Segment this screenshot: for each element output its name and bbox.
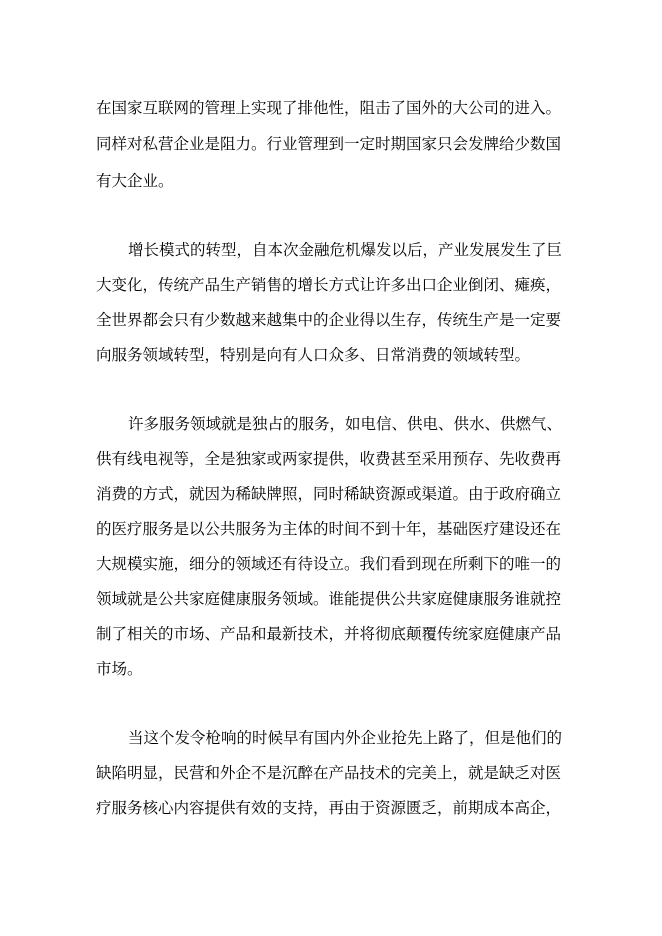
paragraph-2-line-3: 全世界都会只有少数越来越集中的企业得以生存，传统生产是一定要	[96, 311, 562, 329]
paragraph-2-line-2: 大变化，传统产品生产销售的增长方式让许多出口企业倒闭、瘫痪，	[96, 276, 562, 294]
paragraph-3-line-8: 市场。	[96, 660, 143, 678]
paragraph-3-line-5: 大规模实施，细分的领域还有待设立。我们看到现在所剩下的唯一的	[96, 555, 562, 573]
paragraph-4-line-3: 疗服务核心内容提供有效的支持，再由于资源匮乏，前期成本高企，	[96, 799, 562, 817]
paragraph-2-line-4: 向服务领域转型，特别是向有人口众多、日常消费的领域转型。	[96, 346, 531, 364]
paragraph-3-line-6: 领域就是公共家庭健康服务领域。谁能提供公共家庭健康服务谁就控	[96, 590, 562, 608]
paragraph-3-line-7: 制了相关的市场、产品和最新技术，并将彻底颠覆传统家庭健康产品	[96, 625, 562, 643]
paragraph-3-line-3: 消费的方式，就因为稀缺牌照，同时稀缺资源或渠道。由于政府确立	[96, 485, 562, 503]
paragraph-2-line-1: 增长模式的转型，自本次金融危机爆发以后，产业发展发生了巨	[128, 241, 563, 259]
paragraph-1-line-3: 有大企业。	[96, 172, 174, 190]
paragraph-3-line-2: 供有线电视等，全是独家或两家提供，收费甚至采用预存、先收费再	[96, 450, 562, 468]
paragraph-3-line-1: 许多服务领域就是独占的服务，如电信、供电、供水、供燃气、	[128, 415, 563, 433]
paragraph-4-line-2: 缺陷明显，民营和外企不是沉醉在产品技术的完美上，就是缺乏对医	[96, 764, 562, 782]
paragraph-3-line-4: 的医疗服务是以公共服务为主体的时间不到十年，基础医疗建设还在	[96, 520, 562, 538]
paragraph-1-line-2: 同样对私营企业是阻力。行业管理到一定时期国家只会发牌给少数国	[96, 135, 562, 153]
paragraph-4-line-1: 当这个发令枪响的时候早有国内外企业抢先上路了，但是他们的	[128, 729, 563, 747]
paragraph-1-line-1: 在国家互联网的管理上实现了排他性，阻击了国外的大公司的进入。	[96, 99, 562, 117]
